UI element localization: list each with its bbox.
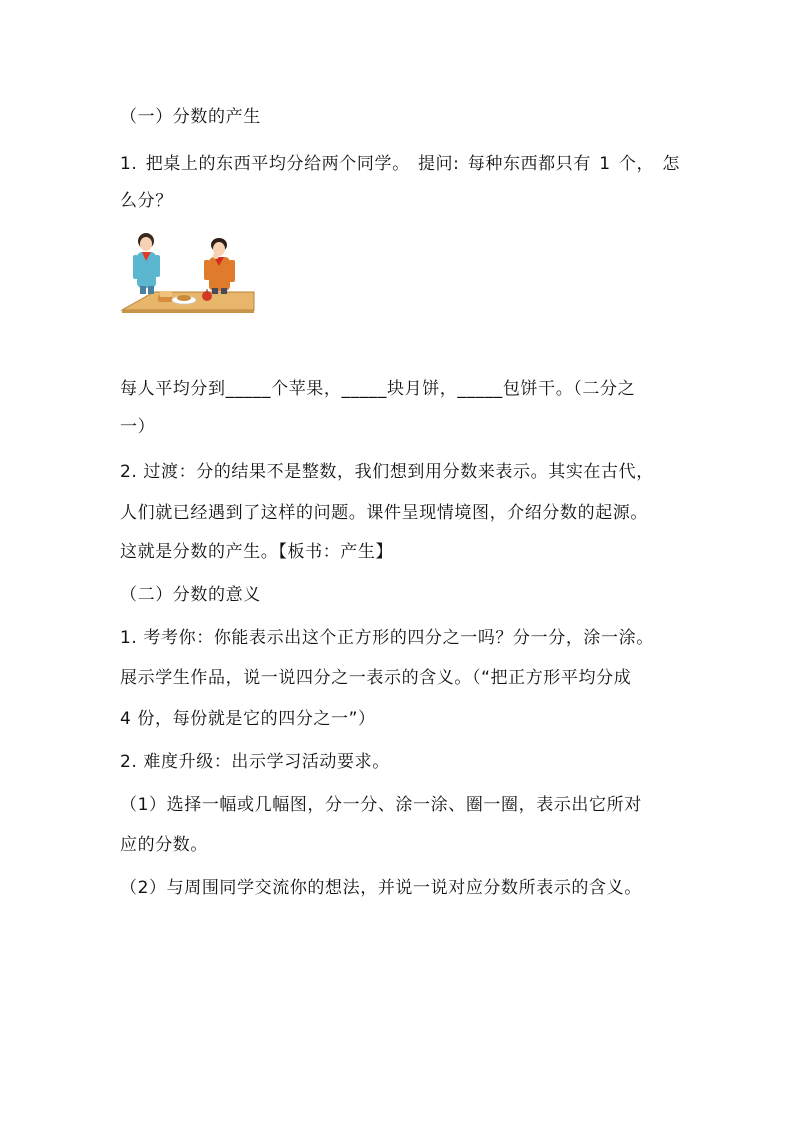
text-segment: 每种东西都只有 (467, 154, 591, 174)
paragraph-line: （1）选择一幅或几幅图，分一分、涂一涂、圈一圈，表示出它所对 (120, 795, 642, 815)
section-heading-meaning: （二）分数的意义 (120, 585, 261, 605)
paragraph-line: 2. 过渡：分的结果不是整数，我们想到用分数来表示。其实在古代， (120, 462, 654, 482)
text-segment: 1. (120, 154, 138, 174)
paragraph-line: 这就是分数的产生。【板书：产生】 (120, 542, 394, 562)
paragraph-line: 4 份，每份就是它的四分之一”） (120, 709, 376, 729)
paragraph-line (120, 153, 680, 175)
paragraph-line: 2. 难度升级：出示学习活动要求。 (120, 752, 390, 772)
paragraph-line: 一） (120, 417, 156, 437)
text-segment: 1 (599, 154, 611, 174)
paragraph-line: （2）与周围同学交流你的想法，并说一说对应分数所表示的含义。 (120, 878, 642, 898)
paragraph-line: 应的分数。 (120, 835, 208, 855)
paragraph-line: 人们就已经遇到了这样的问题。课件呈现情境图，介绍分数的起源。 (120, 503, 648, 523)
text-segment: 把桌上的东西平均分给两个同学。 (145, 154, 410, 174)
paragraph-line: 么分？ (120, 191, 173, 211)
text-segment: 个， (618, 154, 655, 174)
paragraph-line: 1. 考考你：你能表示出这个正方形的四分之一吗？分一分，涂一涂。 (120, 628, 654, 648)
students-sharing-food-illustration (118, 228, 258, 316)
text-segment: 提问: (417, 154, 460, 174)
text-segment: 怎 (662, 154, 680, 174)
paragraph-line: 每人平均分到_____个苹果，_____块月饼，_____包饼干。（二分之 (120, 379, 636, 399)
section-heading-origin: （一）分数的产生 (120, 107, 261, 127)
paragraph-line: 展示学生作品，说一说四分之一表示的含义。（“把正方形平均分成 (120, 668, 632, 688)
